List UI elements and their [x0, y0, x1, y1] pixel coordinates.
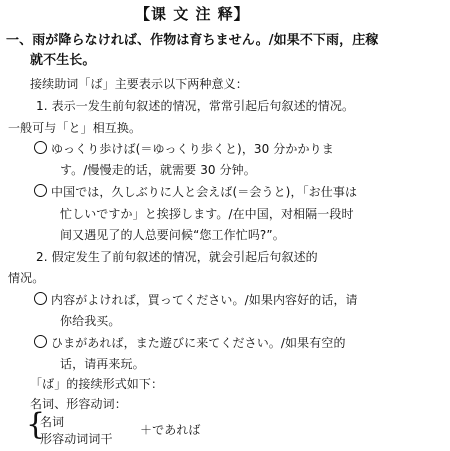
point-2-line-2: 情况。 — [8, 271, 45, 285]
noun-adj-label: 名词、形容动词： — [30, 397, 127, 411]
example-2-line-3: 间又遇见了的人总要问候“您工作忙吗?”。 — [60, 228, 285, 242]
example-1-line-1 — [34, 141, 334, 157]
form-intro: 「ば」的接续形式如下： — [30, 377, 164, 391]
point-1-line-1: 1. 表示一发生前句叙述的情况，常常引起后句叙述的情况。 — [36, 99, 355, 113]
point-2-line-1: 2. 假定发生了前句叙述的情况，就会引起后句叙述的 — [36, 250, 318, 264]
heading-line-1: 一、雨が降らなければ、作物は育ちません。/如果不下雨，庄稼 — [6, 33, 379, 48]
example-2-line-1 — [34, 184, 357, 200]
example-1-text: ゆっくり歩けば(＝ゆっくり歩くと)，30 分かかりま — [51, 142, 334, 156]
bullet-circle-icon — [34, 335, 47, 348]
example-2-line-2: 忙しいですか」と挨拶します。/在中国，对相隔一段时 — [60, 207, 354, 221]
example-1-line-2: す。/慢慢走的话，就需要 30 分钟。 — [60, 163, 256, 177]
intro-text: 接续助词「ば」主要表示以下两种意义： — [30, 77, 248, 91]
form-adj: 形容动词词干 — [40, 432, 113, 446]
example-3-line-1 — [34, 292, 358, 308]
example-4-text: ひまがあれば，また遊びに来てください。/如果有空的 — [51, 336, 346, 350]
point-1-line-2: 一般可与「と」相互换。 — [8, 121, 142, 135]
bullet-circle-icon — [34, 184, 47, 197]
heading-line-2: 就不生长。 — [30, 53, 96, 68]
form-suffix: ＋であれば — [140, 423, 201, 437]
page-title: 【课 文 注 释】 — [135, 5, 250, 23]
example-4-line-2: 话，请再来玩。 — [60, 357, 145, 371]
bullet-circle-icon — [34, 292, 47, 305]
example-3-text: 内容がよければ，買ってください。/如果内容好的话，请 — [51, 293, 358, 307]
example-4-line-1 — [34, 335, 346, 351]
bullet-circle-icon — [34, 141, 47, 154]
form-noun: 名词 — [40, 415, 65, 429]
left-brace: { — [26, 407, 46, 442]
example-2-text: 中国では，久しぶりに人と会えば(＝会うと)，「お仕事は — [51, 185, 358, 199]
example-3-line-2: 你给我买。 — [60, 314, 121, 328]
